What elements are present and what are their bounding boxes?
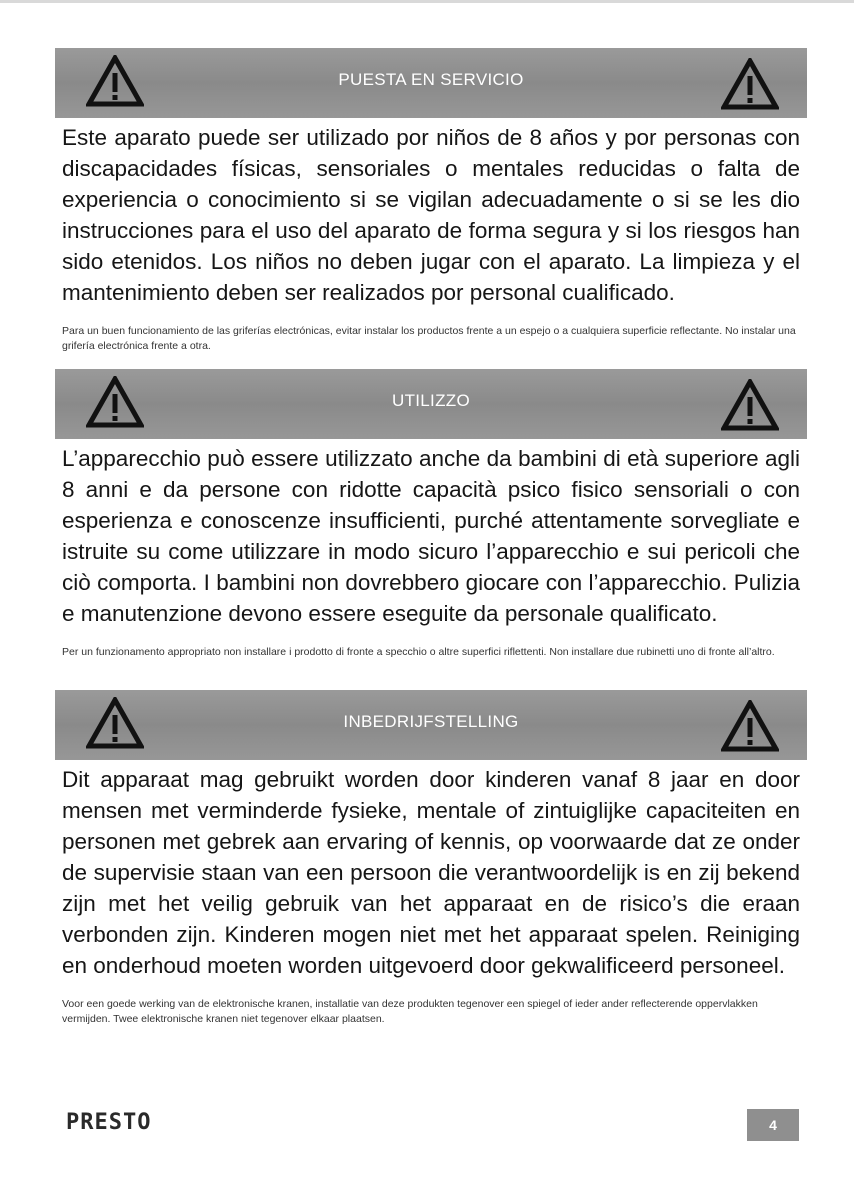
top-rule — [0, 0, 854, 3]
section-note: Per un funzionamento appropriato non installare i prodotto di fronte a specchio o altre superfici riflettenti. Non installare due rubinetti uno di fronte all’altro. — [62, 646, 775, 658]
section-body: L’apparecchio può essere utilizzato anche da bambini di età superiore agli 8 anni e da persone con ridotte capacità psico fisico sensoriali o con esperienza e conoscenze insufficienti, purché attentamente sorvegliate e istruite su come utilizzare in modo sicuro l’apparecchio e sui pericoli che ciò comporta. I bambini non dovrebbero giocare con l’apparecchio. Pulizia e manutenzione devono essere eseguite da personale qualificato. — [62, 446, 800, 626]
section-note: Para un buen funcionamiento de las griferías electrónicas, evitar instalar los productos frente a un espejo o a cualquiera superficie reflectante. No instalar una grifería electrónica frente a otra. — [62, 325, 796, 352]
page-number: 4 — [747, 1109, 799, 1141]
section-title: INBEDRIJFSTELLING — [343, 712, 519, 731]
section-inbedrijfstelling — [55, 690, 807, 1027]
section-banner — [55, 690, 807, 760]
section-banner — [55, 369, 807, 439]
section-note: Voor een goede werking van de elektronische kranen, installatie van deze produkten tegenover een spiegel of ieder ander reflecterende oppervlakken vermijden. Twee elektronische kranen niet tegenover elkaar plaatsen. — [62, 998, 758, 1025]
brand-logo: PRESTO — [66, 1110, 152, 1135]
warning-triangle-icon — [721, 58, 779, 110]
warning-triangle-icon — [721, 700, 779, 752]
section-puesta-en-servicio — [55, 48, 807, 354]
section-body: Este aparato puede ser utilizado por niños de 8 años y por personas con discapacidades físicas, sensoriales o mentales reducidas o falta de experiencia o conocimiento si se vigilan adecuadamente o si se les dio instrucciones para el uso del aparato de forma segura y si los riesgos han sido etenidos. Los niños no deben jugar con el aparato. La limpieza y el mantenimiento deben ser realizados por personal cualificado. — [62, 125, 800, 305]
section-banner — [55, 48, 807, 118]
section-title: PUESTA EN SERVICIO — [338, 70, 524, 89]
section-body: Dit apparaat mag gebruikt worden door kinderen vanaf 8 jaar en door mensen met verminderde fysieke, mentale of zintuiglijke capaciteiten en personen met gebrek aan ervaring of kennis, op voorwaarde dat ze onder de supervisie staan van een persoon die verantwoordelijk is en zij bekend zijn met het veilig gebruik van het apparaat en de risico’s die eraan verbonden zijn. Kinderen mogen niet met het apparaat spelen. Reiniging en onderhoud moeten worden uitgevoerd door gekwalificeerd personeel. — [62, 767, 800, 978]
section-title: UTILIZZO — [392, 391, 470, 410]
warning-triangle-icon — [721, 379, 779, 431]
section-utilizzo — [55, 369, 807, 660]
